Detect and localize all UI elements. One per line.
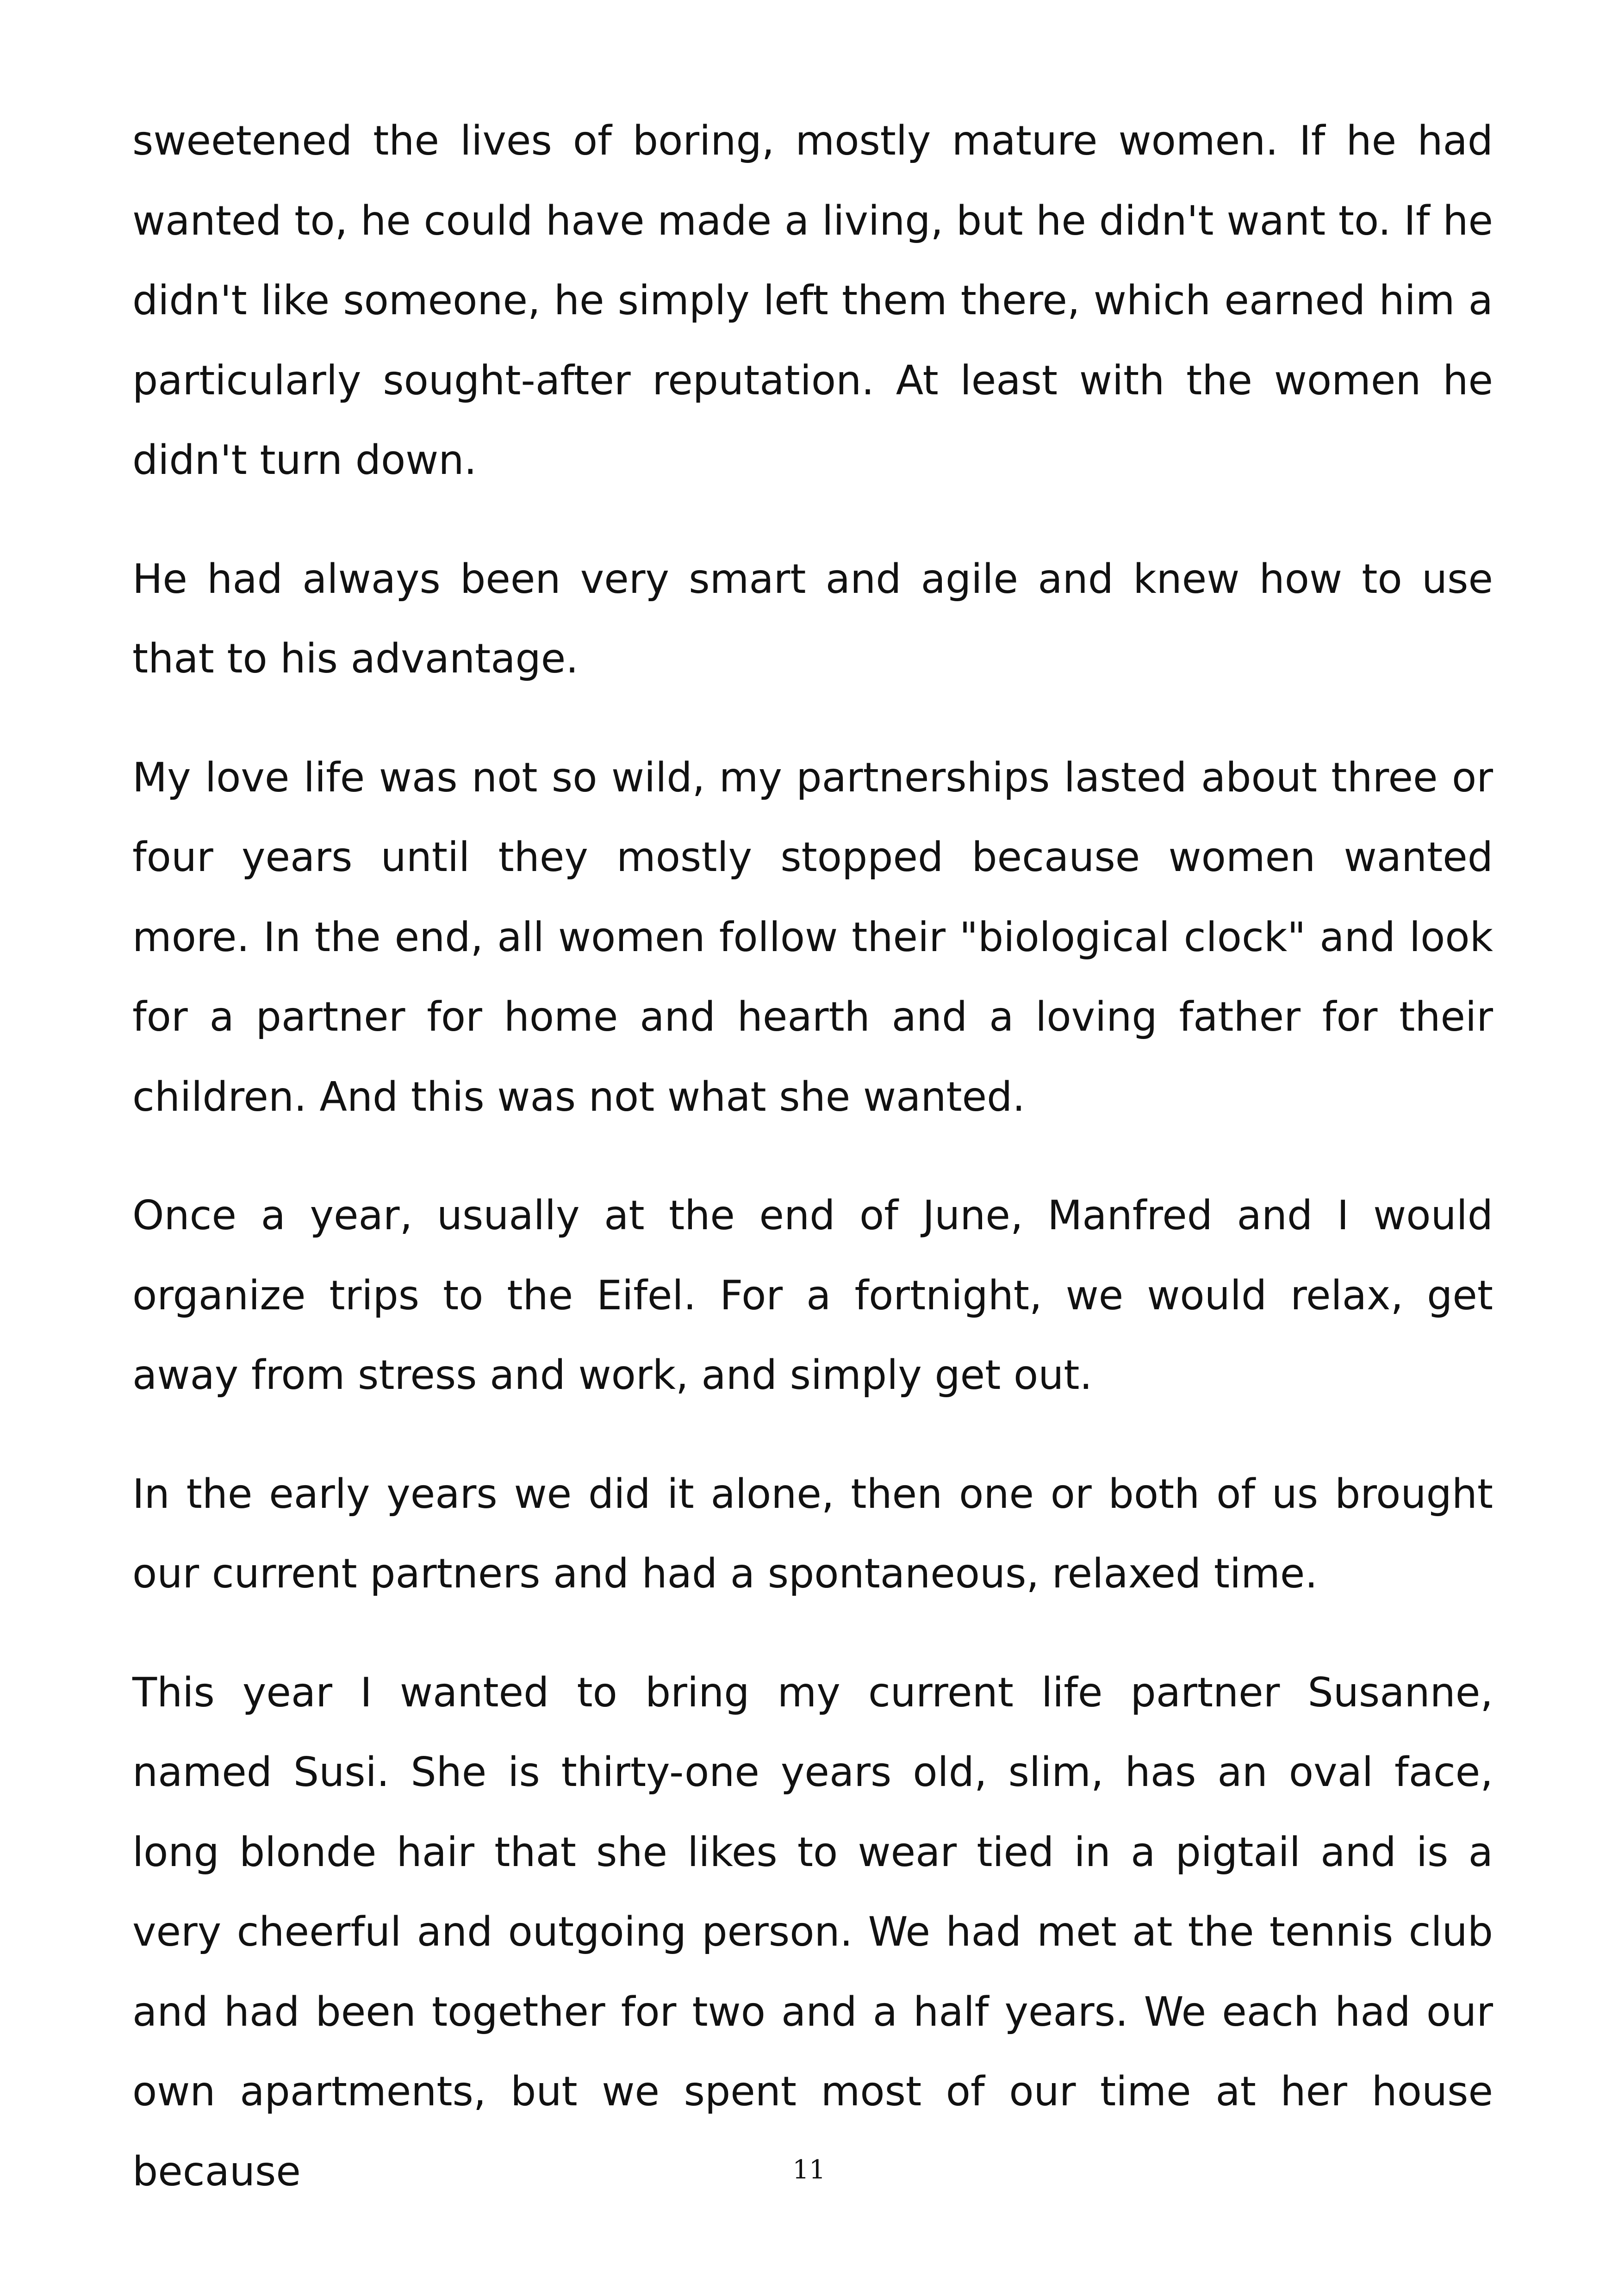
paragraph-2: He had always been very smart and agile and knew how to use that to his advantage. xyxy=(132,555,1493,682)
paragraph-1: sweetened the lives of boring, mostly mature women. If he had wanted to, he could have made a living, but he didn't want to. If he didn't like someone, he simply left them there, which earned him a particularly sought-after reputation. At least with the women he didn't turn down. xyxy=(132,117,1493,484)
paragraph-5: In the early years we did it alone, then one or both of us brought our current partners and had a spontaneous, relaxed time. xyxy=(132,1470,1493,1597)
paragraph-4: Once a year, usually at the end of June, Manfred and I would organize trips to the Eifel. For a fortnight, we would relax, get away from stress and work, and simply get out. xyxy=(132,1192,1493,1399)
page-number: 11 xyxy=(792,2155,826,2185)
body-text xyxy=(132,101,1493,2211)
paragraph-3: My love life was not so wild, my partnerships lasted about three or four years until they mostly stopped because women wanted more. In the end, all women follow their "biological clock" and look for a partner for home and hearth and a loving father for their children. And this was not what she wanted. xyxy=(132,753,1493,1120)
paragraph-6: This year I wanted to bring my current life partner Susanne, named Susi. She is thirty-one years old, slim, has an oval face, long blonde hair that she likes to wear tied in a pigtail and is a very cheerful and outgoing person. We had met at the tennis club and had been together for two and a half years. We each had our own apartments, but we spent most of our time at her house because xyxy=(132,1668,1493,2195)
